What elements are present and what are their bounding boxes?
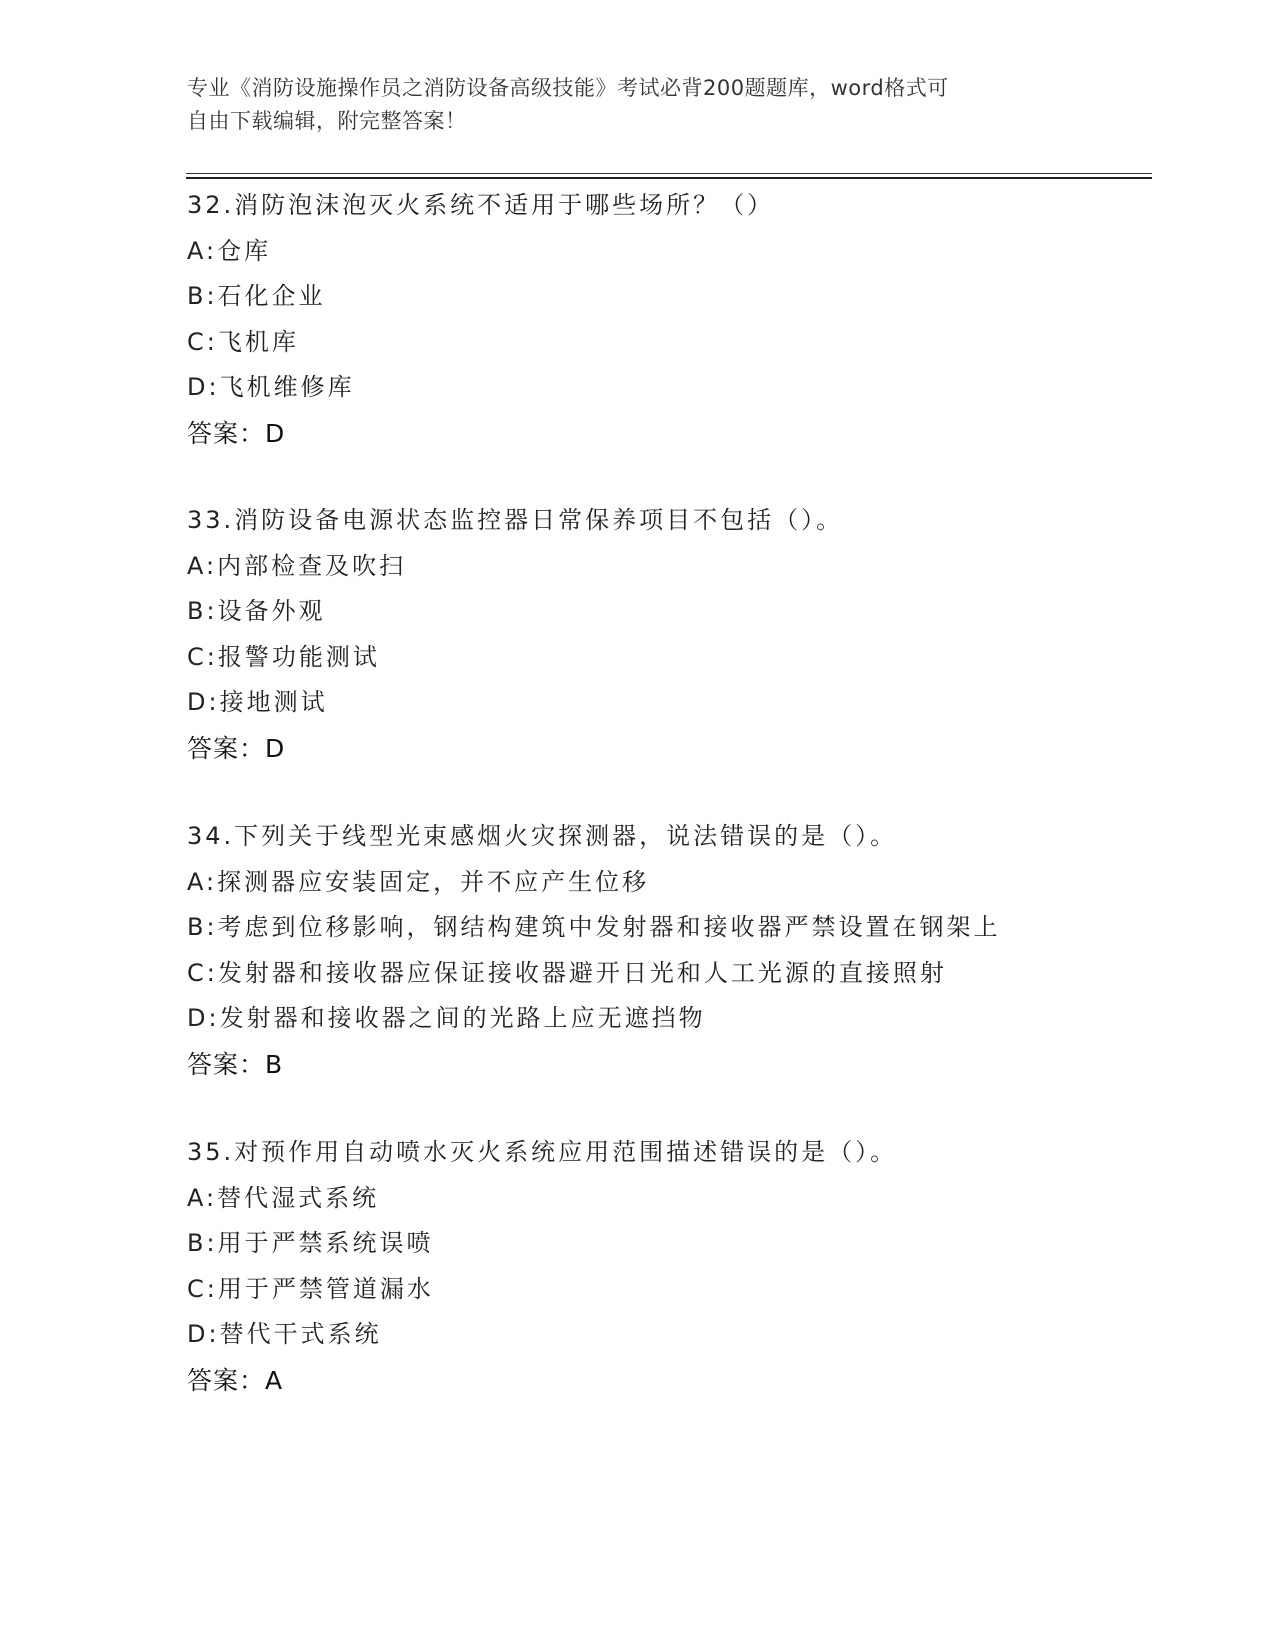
question-32	[187, 183, 1147, 457]
answer-label: 答案：B	[187, 1049, 284, 1079]
option-b: B:用于严禁系统误喷	[187, 1229, 434, 1257]
answer-label: 答案：A	[187, 1365, 284, 1395]
option-b: B:考虑到位移影响，钢结构建筑中发射器和接收器严禁设置在钢架上	[187, 913, 1001, 941]
option-c: C:飞机库	[187, 327, 299, 356]
document-header	[187, 72, 1087, 138]
header-line-2: 自由下载编辑，附完整答案！	[187, 109, 467, 133]
option-b: B:石化企业	[187, 282, 326, 310]
option-c: C:报警功能测试	[187, 642, 380, 671]
option-a: A:内部检查及吹扫	[187, 551, 407, 580]
option-d: D:替代干式系统	[187, 1320, 382, 1348]
question-stem: 33.消防设备电源状态监控器日常保养项目不包括（）。	[187, 506, 844, 534]
question-33	[187, 498, 1147, 772]
question-stem: 35.对预作用自动喷水灭火系统应用范围描述错误的是（）。	[187, 1138, 898, 1166]
answer-label: 答案：D	[187, 418, 286, 448]
option-d: D:飞机维修库	[187, 373, 355, 401]
header-rule-thick	[186, 177, 1152, 179]
option-a: A:探测器应安装固定，并不应产生位移	[187, 867, 650, 896]
option-c: C:用于严禁管道漏水	[187, 1274, 434, 1303]
option-a: A:仓库	[187, 236, 272, 265]
question-34	[187, 814, 1147, 1088]
header-rule-thin	[186, 173, 1152, 174]
option-c: C:发射器和接收器应保证接收器避开日光和人工光源的直接照射	[187, 958, 947, 987]
answer-label: 答案：D	[187, 733, 286, 763]
question-stem: 32.消防泡沫泡灭火系统不适用于哪些场所？（）	[187, 191, 775, 219]
question-stem: 34.下列关于线型光束感烟火灾探测器，说法错误的是（）。	[187, 822, 898, 850]
option-d: D:接地测试	[187, 688, 328, 716]
option-a: A:替代湿式系统	[187, 1183, 380, 1212]
option-b: B:设备外观	[187, 597, 326, 625]
header-line-1: 专业《消防设施操作员之消防设备高级技能》考试必背200题题库，word格式可	[187, 76, 949, 100]
option-d: D:发射器和接收器之间的光路上应无遮挡物	[187, 1004, 706, 1032]
question-35	[187, 1130, 1147, 1404]
